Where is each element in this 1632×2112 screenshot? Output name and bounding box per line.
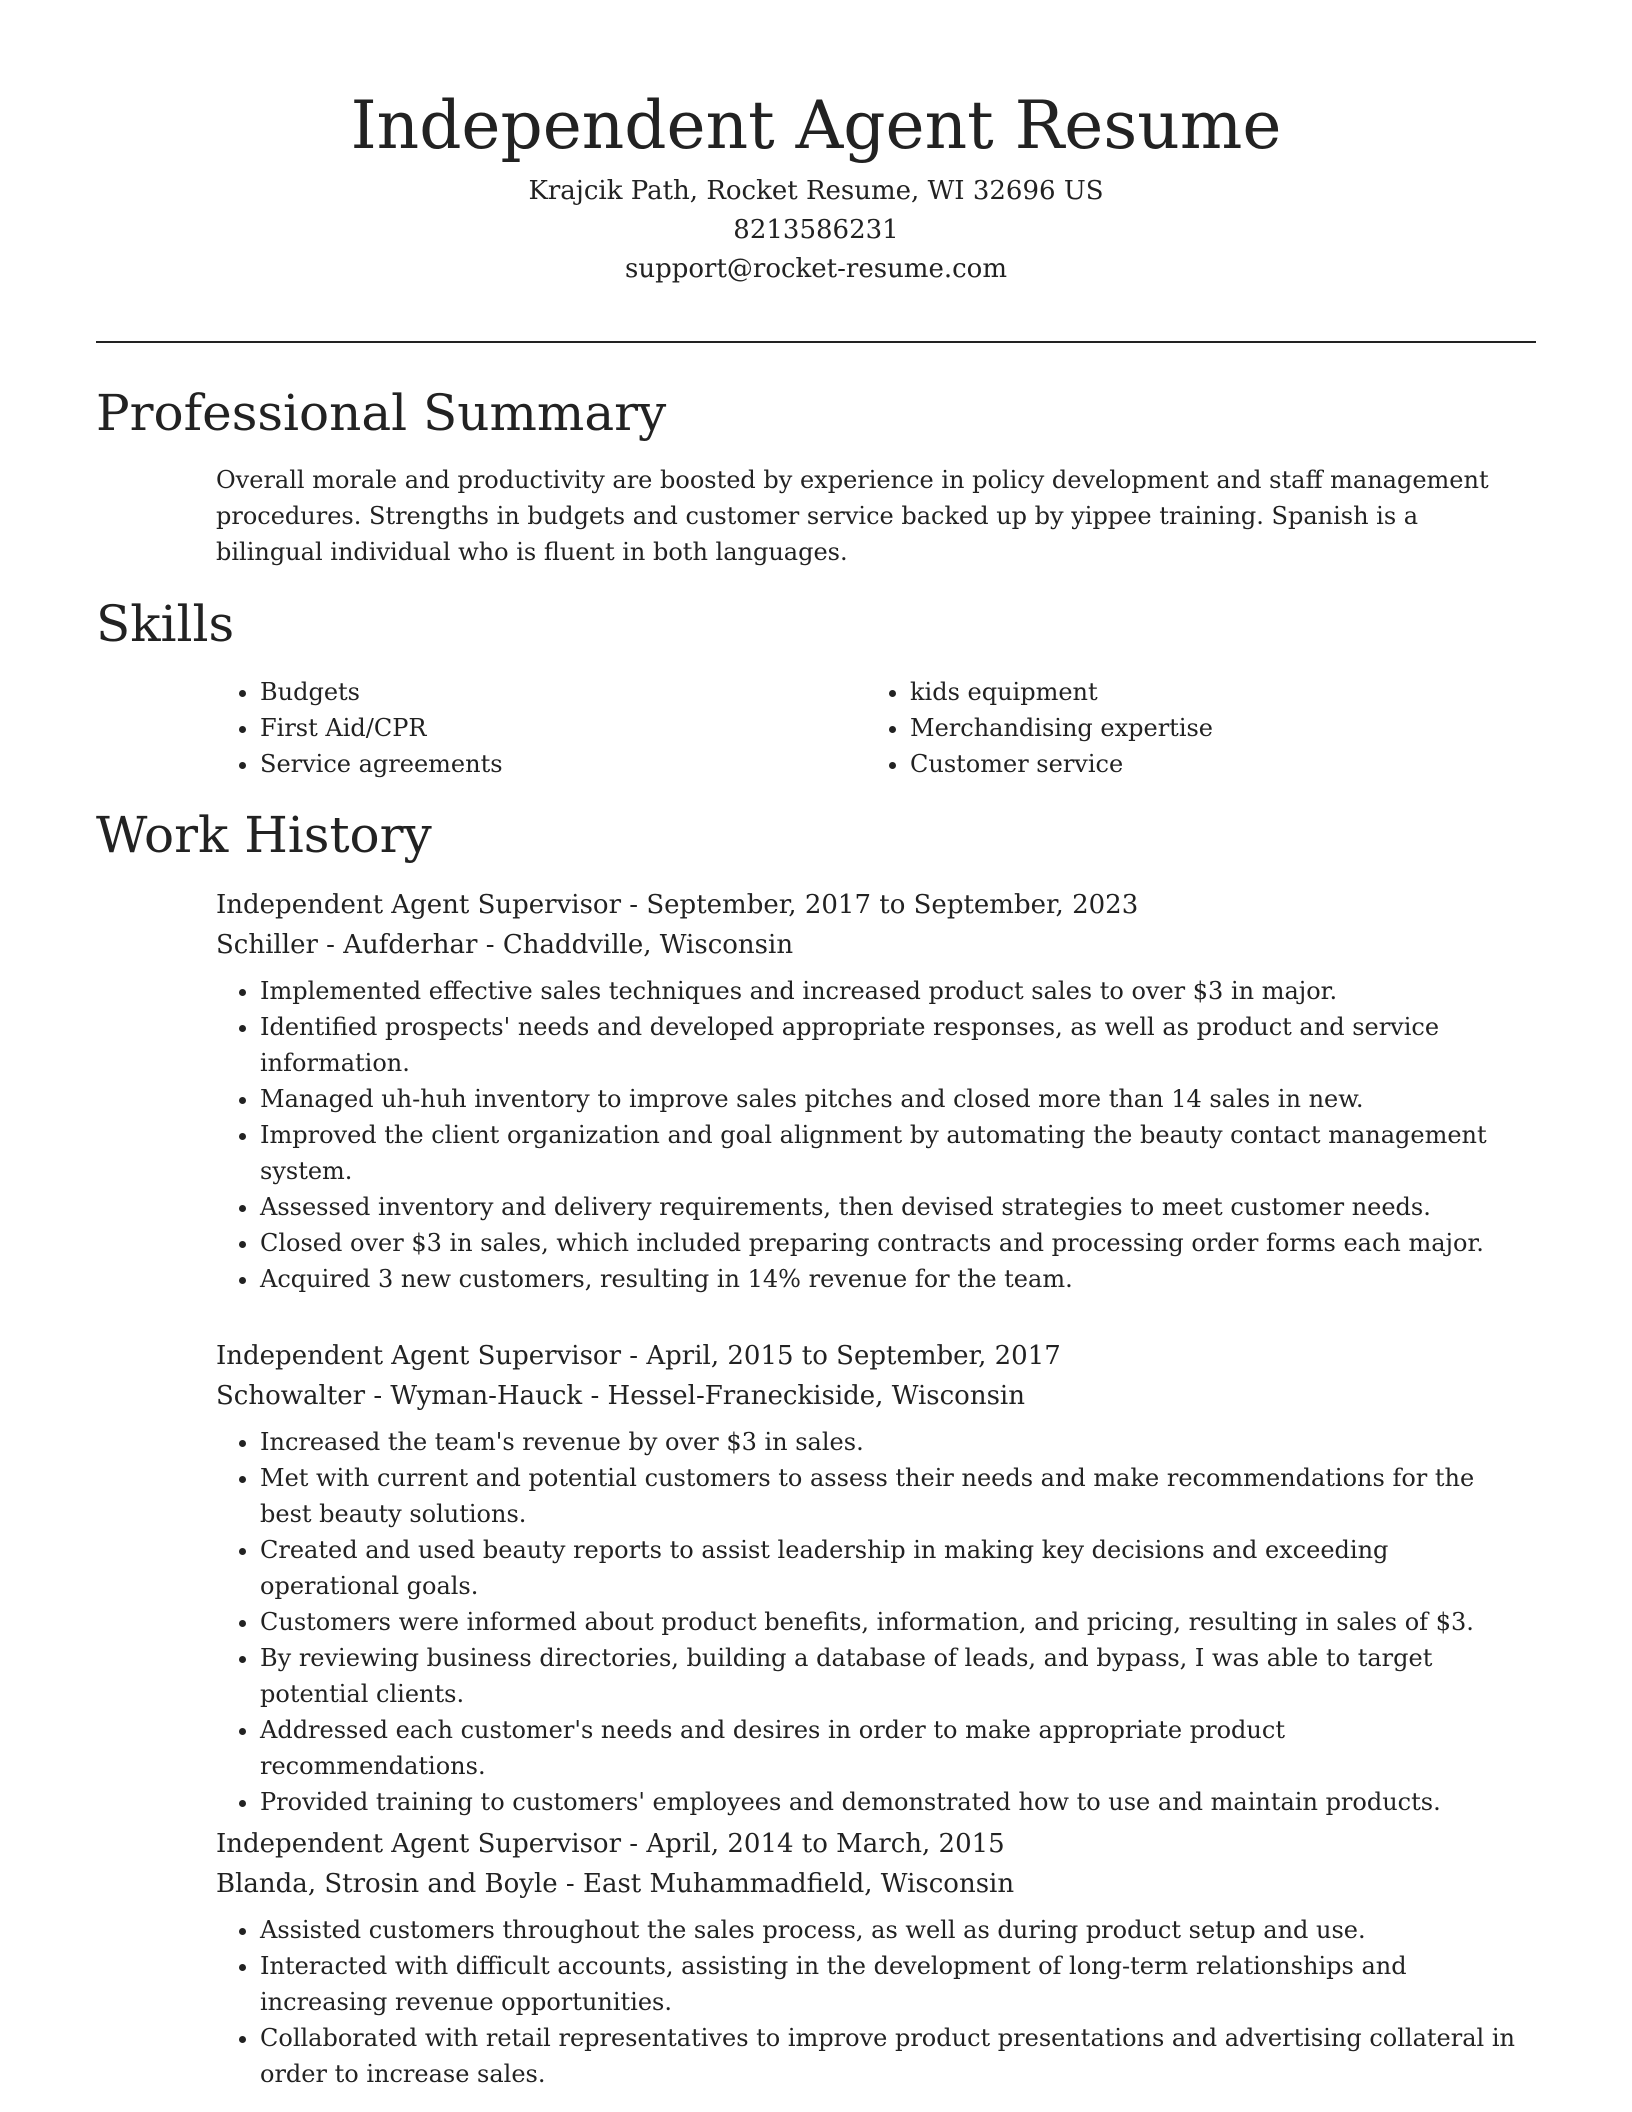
separator: - — [582, 1381, 608, 1411]
job-bullet: • Improved the client organization and goal alignment by automating the beauty contact management system. — [260, 1117, 1516, 1189]
job-title-line — [216, 1336, 1516, 1376]
resume-title: Independent Agent Resume — [350, 87, 1282, 164]
skill-item: • Budgets — [260, 674, 860, 710]
summary-text: Overall morale and productivity are boosted by experience in policy development and staff management procedures. Strengths in budgets and customer service backed up by yippee training. Spanish is a bilingual individual who is fluent in both languages. — [216, 466, 1489, 566]
job-bullet: • Acquired 3 new customers, resulting in 14% revenue for the team. — [260, 1261, 1516, 1297]
skill-item: • First Aid/CPR — [260, 710, 860, 746]
job-entry — [216, 1336, 1516, 1820]
separator: - — [477, 930, 503, 960]
job-bullet: • Collaborated with retail representatives to improve product presentations and advertising collateral in order to increase sales. — [260, 2020, 1516, 2092]
job-dates: April, 2014 to March, 2015 — [646, 1829, 1005, 1859]
skill-item: • Customer service — [910, 746, 1510, 782]
job-company: Blanda, Strosin and Boyle — [216, 1869, 558, 1899]
job-bullet: • Created and used beauty reports to assist leadership in making key decisions and exceeding operational goals. — [260, 1532, 1516, 1604]
job-bullets — [216, 973, 1516, 1297]
job-bullet: • Met with current and potential customers to assess their needs and make recommendations for the best beauty solutions. — [260, 1460, 1516, 1532]
job-company: Schiller - Aufderhar — [216, 930, 478, 960]
job-bullet: • Assisted customers throughout the sales process, as well as during product setup and use. — [260, 1912, 1516, 1948]
job-bullets — [216, 1912, 1516, 2092]
job-company-line — [216, 1376, 1516, 1416]
job-title: Independent Agent Supervisor — [216, 890, 622, 920]
job-location: East Muhammadfield, Wisconsin — [582, 1869, 1015, 1899]
job-bullet: • Closed over $3 in sales, which included preparing contracts and processing order forms each major. — [260, 1225, 1516, 1261]
job-bullet: • Interacted with difficult accounts, assisting in the development of long-term relationships and increasing revenue opportunities. — [260, 1948, 1516, 2020]
job-dates: September, 2017 to September, 2023 — [646, 890, 1139, 920]
job-bullets — [216, 1424, 1516, 1820]
separator: - — [621, 1829, 647, 1859]
job-company-line — [216, 925, 1516, 965]
job-location: Chaddville, Wisconsin — [502, 930, 794, 960]
header-divider — [96, 341, 1536, 343]
job-dates: April, 2015 to September, 2017 — [646, 1341, 1061, 1371]
contact-email: support@rocket-resume.com — [624, 254, 1007, 284]
skill-item: • kids equipment — [910, 674, 1510, 710]
job-title: Independent Agent Supervisor — [216, 1829, 622, 1859]
contact-address: Krajcik Path, Rocket Resume, WI 32696 US — [528, 176, 1104, 206]
job-bullet: • Identified prospects' needs and developed appropriate responses, as well as product and service information. — [260, 1009, 1516, 1081]
skills-heading: Skills — [96, 595, 235, 653]
job-bullet: • Assessed inventory and delivery requirements, then devised strategies to meet customer needs. — [260, 1189, 1516, 1225]
skills-list-left — [216, 674, 860, 782]
job-entry — [216, 1824, 1516, 2092]
summary-heading: Professional Summary — [96, 384, 667, 442]
job-bullet: • By reviewing business directories, building a database of leads, and bypass, I was able to target potential clients. — [260, 1640, 1516, 1712]
job-bullet: • Customers were informed about product benefits, information, and pricing, resulting in sales of $3. — [260, 1604, 1516, 1640]
job-entry — [216, 885, 1516, 1297]
job-bullet: • Provided training to customers' employees and demonstrated how to use and maintain products. — [260, 1784, 1516, 1820]
job-bullet: • Addressed each customer's needs and desires in order to make appropriate product recommendations. — [260, 1712, 1516, 1784]
job-title-line — [216, 885, 1516, 925]
separator: - — [557, 1869, 583, 1899]
job-bullet: • Implemented effective sales techniques and increased product sales to over $3 in major. — [260, 973, 1516, 1009]
separator: - — [621, 1341, 647, 1371]
job-bullet: • Managed uh-huh inventory to improve sales pitches and closed more than 14 sales in new. — [260, 1081, 1516, 1117]
skill-item: • Service agreements — [260, 746, 860, 782]
job-company-line — [216, 1864, 1516, 1904]
job-title-line — [216, 1824, 1516, 1864]
work-history-heading: Work History — [96, 806, 432, 864]
job-bullet: • Increased the team's revenue by over $3 in sales. — [260, 1424, 1516, 1460]
job-location: Hessel-Franeckiside, Wisconsin — [607, 1381, 1025, 1411]
resume-header — [0, 80, 1632, 289]
job-title: Independent Agent Supervisor — [216, 1341, 622, 1371]
skills-list-right — [866, 674, 1510, 782]
separator: - — [621, 890, 647, 920]
contact-phone: 8213586231 — [733, 215, 899, 245]
skill-item: • Merchandising expertise — [910, 710, 1510, 746]
job-company: Schowalter - Wyman-Hauck — [216, 1381, 583, 1411]
